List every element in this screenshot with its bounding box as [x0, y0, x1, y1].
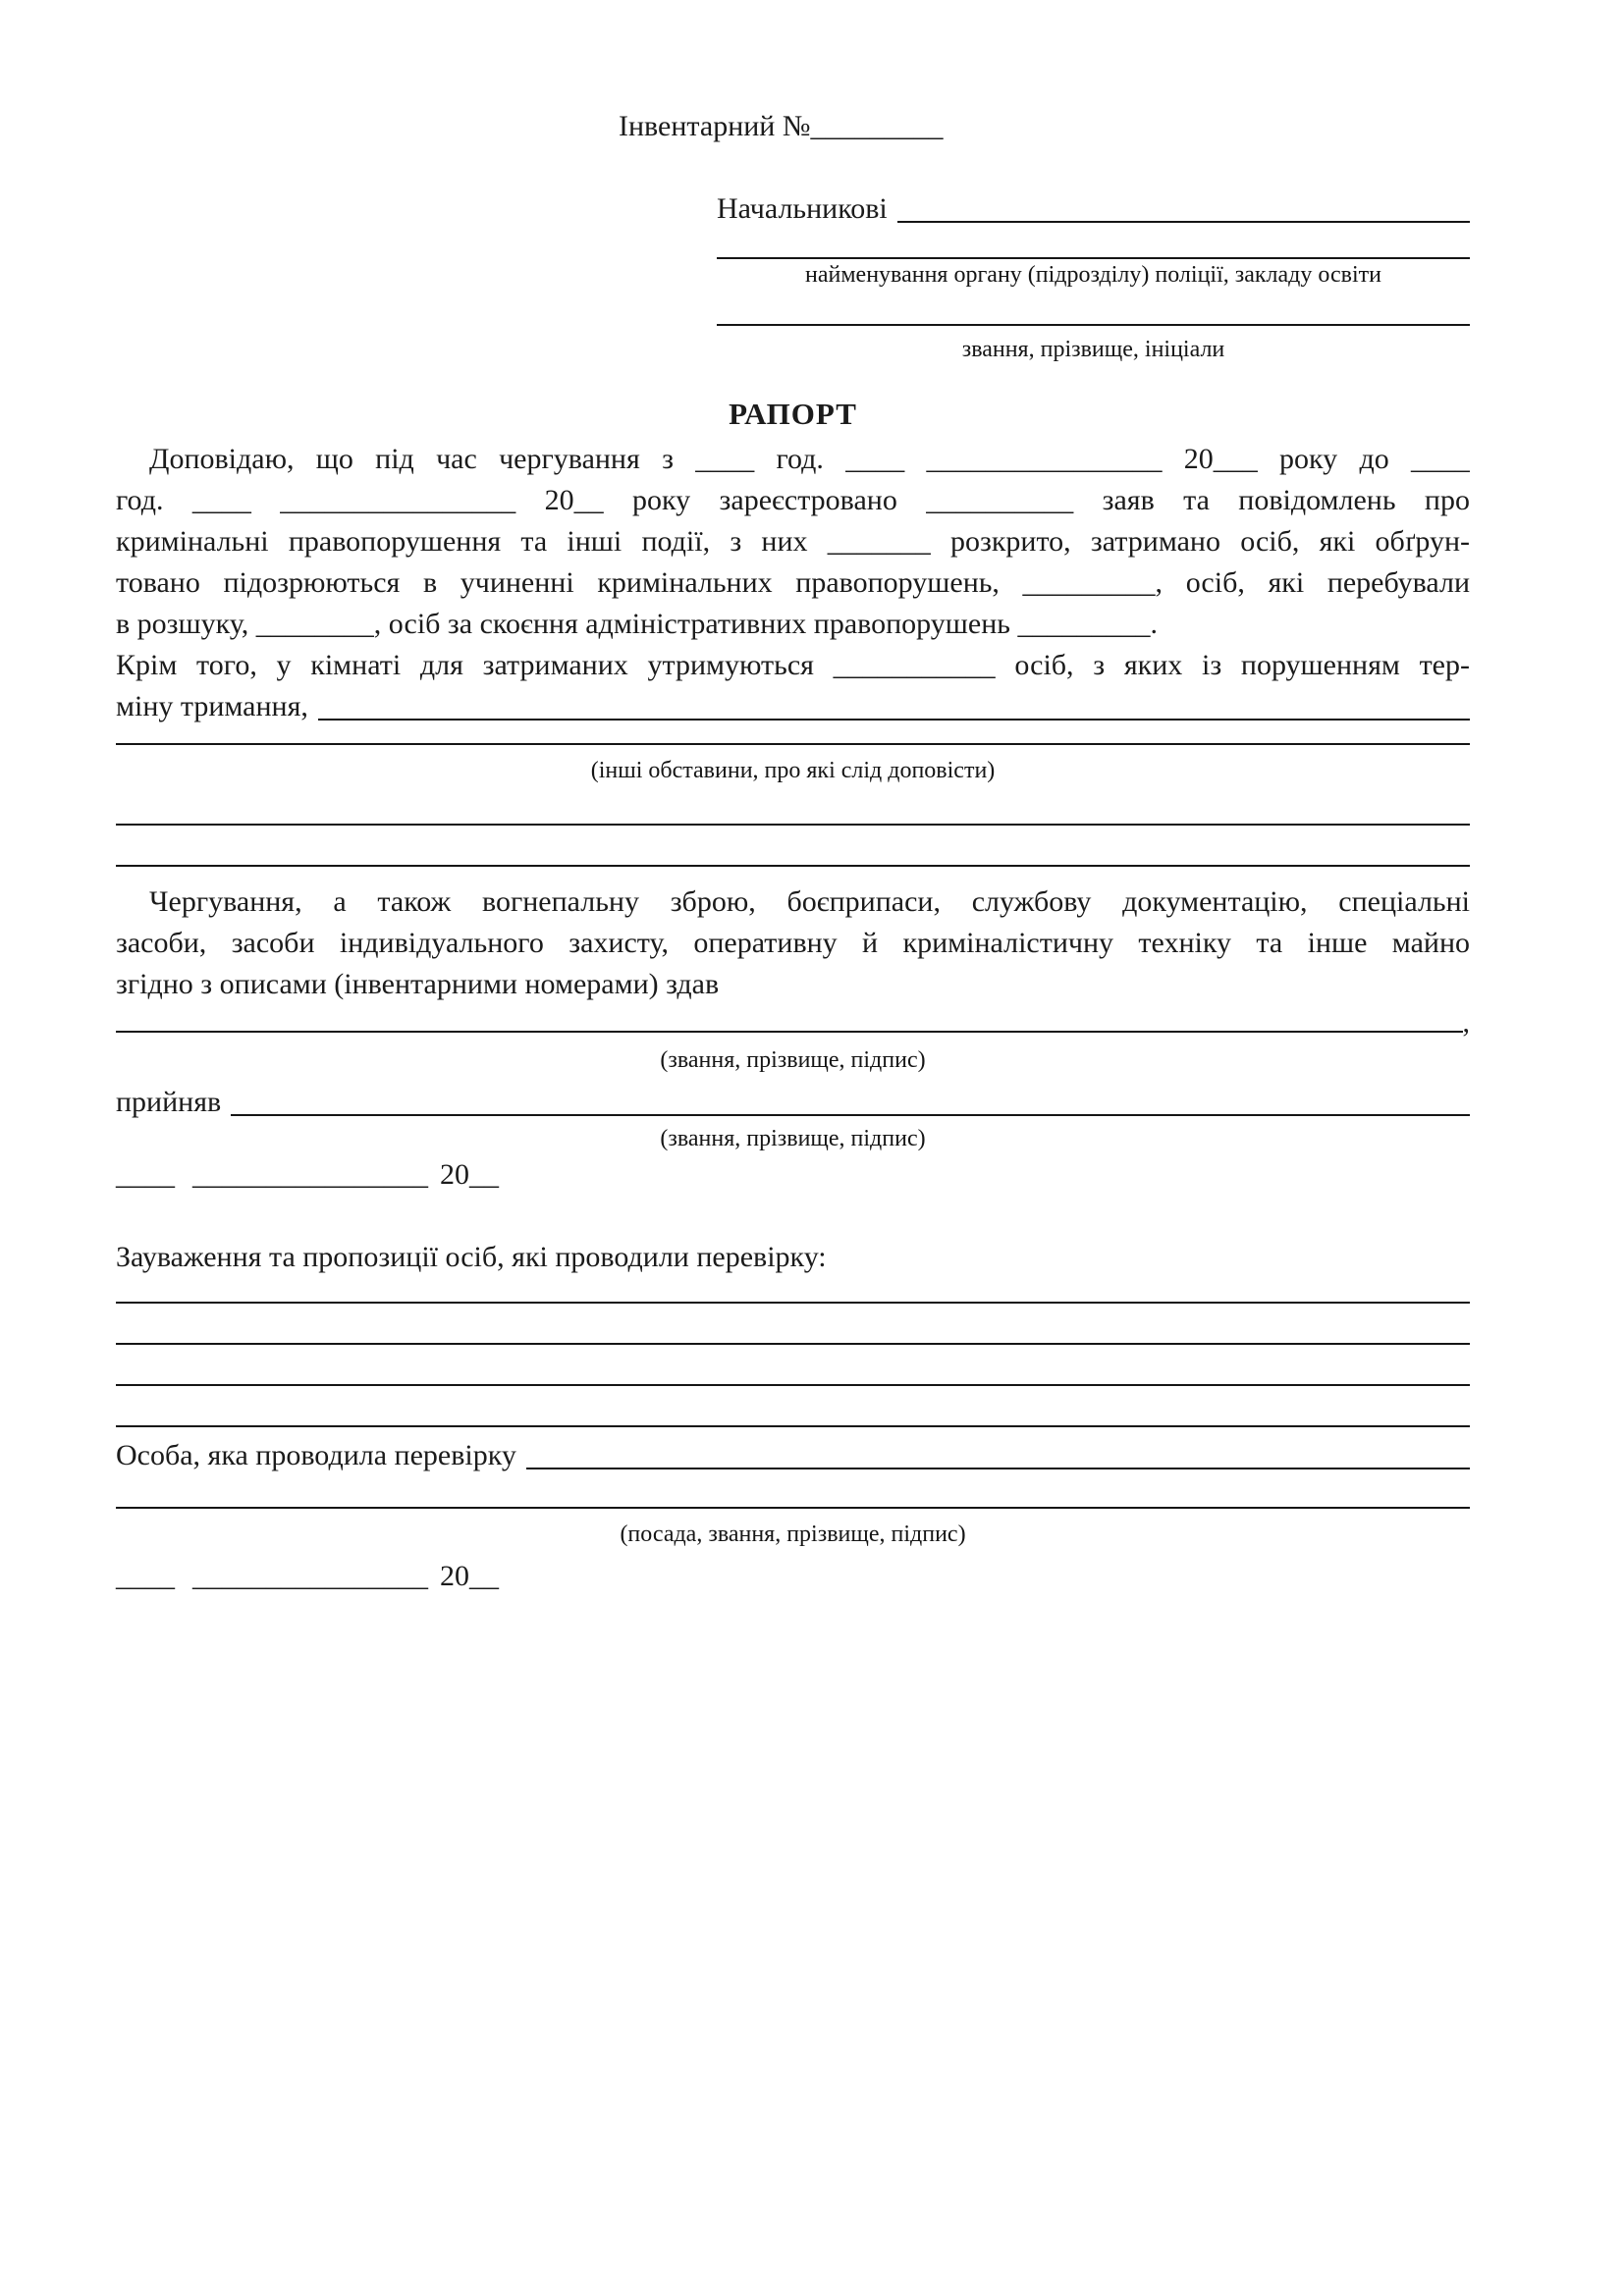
accepted-label: прийняв [116, 1086, 222, 1118]
handed-over-caption: (звання, прізвище, підпис) [660, 1047, 926, 1073]
date-day-blank-2: ____ [116, 1560, 175, 1592]
inspector-blank-line [526, 1468, 1470, 1469]
inventory-number-line [619, 106, 1470, 147]
handed-over-comma: , [1462, 1006, 1470, 1039]
other-circumstances-blank-line-2 [116, 824, 1470, 826]
remarks-blank-line-2 [116, 1343, 1470, 1345]
p1-line-2: год. ____ ________________ 20__ року зареєстровано __________ заяв та повідомлень про [116, 484, 1470, 516]
other-circumstances-blank-line-1 [116, 743, 1470, 745]
report-paragraph-2 [116, 881, 1470, 1005]
date-year-blank-2: __ [469, 1560, 499, 1592]
remarks-blank-line-4 [116, 1425, 1470, 1427]
p1-line-5: в розшуку, ________, осіб за скоєння адміністративних правопорушень _________. [116, 608, 1158, 640]
other-circumstances-caption: (інші обставини, про які слід доповісти) [590, 758, 996, 783]
p1-line-1: Доповідаю, що під час чергування з ____ год. ____ ________________ 20___ року до ____ [149, 443, 1470, 475]
date-day-blank: ____ [116, 1158, 175, 1191]
date-year-prefix-2: 20 [440, 1560, 469, 1592]
document-title: РАПОРТ [729, 397, 857, 431]
report-paragraph-1 [116, 439, 1470, 727]
remarks-blank-line-3 [116, 1384, 1470, 1386]
date-month-blank: ________________ [192, 1158, 428, 1191]
chief-line [717, 188, 1470, 230]
accepted-blank-line [231, 1114, 1470, 1116]
p1-line-3: кримінальні правопорушення та інші події, з них _______ розкрито, затримано осіб, які обґрун- [116, 525, 1470, 558]
p2-line-1: Чергування, а також вогнепальну зброю, боєприпаси, службову документацію, спеціальні [149, 885, 1470, 918]
remarks-blank-line-1 [116, 1302, 1470, 1304]
inspector-blank-line-2 [116, 1507, 1470, 1509]
p1-line-7 [116, 686, 1470, 727]
rank-blank-line [717, 324, 1470, 326]
detention-term-blank-line [318, 719, 1470, 721]
p1-line-4: товано підозрюються в учиненні кримінальних правопорушень, _________, осіб, які перебували [116, 566, 1470, 599]
p2-line-2: засоби, засоби індивідуального захисту, оперативну й криміналістичну техніку та інше майно [116, 927, 1470, 959]
inspector-caption: (посада, звання, прізвище, підпис) [620, 1522, 966, 1547]
chief-blank-line [897, 221, 1470, 223]
addressee-block [717, 188, 1470, 365]
accepted-caption: (звання, прізвище, підпис) [660, 1126, 926, 1151]
rank-caption: звання, прізвище, ініціали [961, 337, 1225, 362]
inspector-line [116, 1435, 1470, 1476]
p1-line-6: Крім того, у кімнаті для затриманих утримуються ___________ осіб, з яких із порушенням тер- [116, 649, 1470, 681]
inspector-label: Особа, яка проводила перевірку [116, 1439, 516, 1471]
inventory-blank: _________ [810, 110, 944, 142]
handover-date-line [116, 1154, 1470, 1196]
date-month-blank-2: ________________ [192, 1560, 428, 1592]
other-circumstances-blank-line-3 [116, 865, 1470, 867]
inspection-date-line [116, 1556, 1470, 1597]
org-caption: найменування органу (підрозділу) поліції, закладу освіти [805, 262, 1381, 288]
p2-line-3: згідно з описами (інвентарними номерами) здав [116, 968, 720, 1000]
date-year-prefix: 20 [440, 1158, 469, 1191]
accepted-line [116, 1082, 1470, 1123]
date-year-blank: __ [469, 1158, 499, 1191]
chief-label: Начальникові [717, 192, 888, 225]
handed-over-signature-line [116, 1006, 1470, 1039]
handed-over-blank-line [116, 1031, 1463, 1033]
remarks-title: Зауваження та пропозиції осіб, які проводили перевірку: [116, 1241, 827, 1273]
inventory-label: Інвентарний № [619, 110, 811, 142]
detention-term-label: міну тримання, [116, 690, 308, 722]
